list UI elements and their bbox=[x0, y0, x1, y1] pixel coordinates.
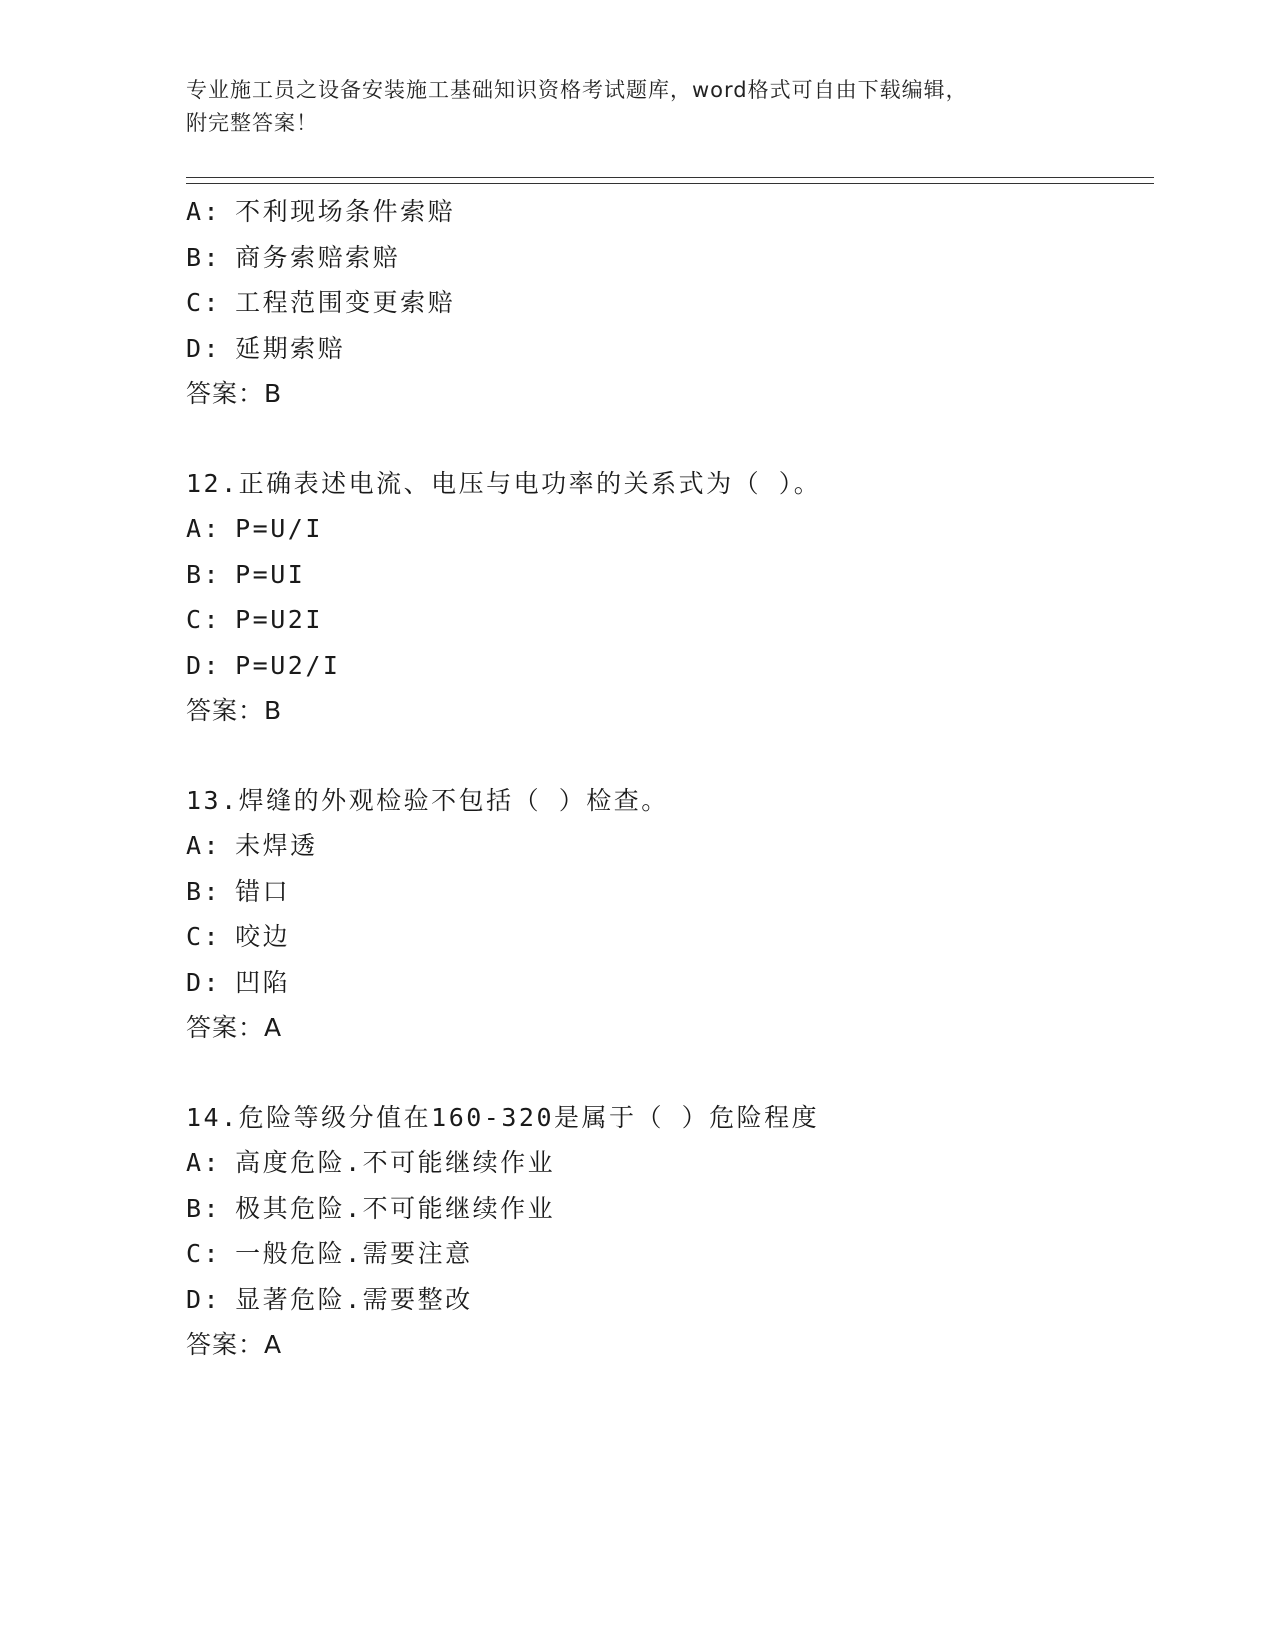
option-text: 不利现场条件索赔 bbox=[235, 197, 456, 226]
question-block bbox=[186, 778, 1146, 1051]
spacer bbox=[186, 734, 1146, 778]
spacer bbox=[186, 1051, 1146, 1095]
header-divider-top bbox=[186, 177, 1154, 178]
option-label: A: bbox=[186, 831, 222, 860]
option-label: D: bbox=[186, 967, 222, 997]
option-label: D: bbox=[186, 1284, 222, 1314]
document-header bbox=[186, 74, 1066, 140]
option-d bbox=[186, 326, 1146, 372]
question-stem: 13.焊缝的外观检验不包括（ ）检查。 bbox=[186, 785, 669, 815]
option-text: P=U2/I bbox=[235, 650, 341, 680]
option-label: C: bbox=[186, 922, 222, 951]
header-divider-bottom bbox=[186, 183, 1154, 184]
answer-line: 答案：B bbox=[186, 696, 283, 725]
option-label: C: bbox=[186, 288, 222, 317]
option-label: C: bbox=[186, 1239, 222, 1268]
option-text: P=U/I bbox=[235, 514, 323, 543]
option-text: 凹陷 bbox=[235, 967, 291, 997]
option-text: 延期索赔 bbox=[235, 333, 346, 363]
option-label: C: bbox=[186, 605, 222, 634]
option-label: B: bbox=[186, 1193, 222, 1223]
question-list bbox=[186, 189, 1146, 1368]
question-block bbox=[186, 1095, 1146, 1368]
option-label: B: bbox=[186, 876, 222, 906]
option-label: D: bbox=[186, 333, 222, 363]
option-text: 极其危险.不可能继续作业 bbox=[235, 1193, 556, 1223]
option-a bbox=[186, 506, 1146, 552]
option-text: 高度危险.不可能继续作业 bbox=[235, 1148, 556, 1177]
option-text: 显著危险.需要整改 bbox=[235, 1284, 473, 1314]
answer-line: 答案：A bbox=[186, 1330, 283, 1359]
option-label: B: bbox=[186, 242, 222, 272]
answer-line: 答案：B bbox=[186, 379, 283, 408]
option-d bbox=[186, 643, 1146, 689]
option-text: 未焊透 bbox=[235, 831, 318, 860]
option-label: A: bbox=[186, 197, 222, 226]
answer-line: 答案：A bbox=[186, 1013, 283, 1042]
option-b bbox=[186, 552, 1146, 598]
option-c bbox=[186, 280, 1146, 326]
header-line-1: 专业施工员之设备安装施工基础知识资格考试题库，word格式可自由下载编辑， bbox=[186, 78, 968, 102]
option-text: 商务索赔索赔 bbox=[235, 242, 401, 272]
option-label: A: bbox=[186, 1148, 222, 1177]
option-b bbox=[186, 1186, 1146, 1232]
option-a bbox=[186, 189, 1146, 235]
option-label: D: bbox=[186, 650, 222, 680]
option-text: 咬边 bbox=[235, 922, 291, 951]
question-block bbox=[186, 189, 1146, 417]
spacer bbox=[186, 417, 1146, 461]
option-d bbox=[186, 960, 1146, 1006]
option-text: 错口 bbox=[235, 876, 291, 906]
option-c bbox=[186, 1231, 1146, 1277]
option-a bbox=[186, 1140, 1146, 1186]
option-label: A: bbox=[186, 514, 222, 543]
question-block bbox=[186, 461, 1146, 734]
option-b bbox=[186, 869, 1146, 915]
option-text: 工程范围变更索赔 bbox=[235, 288, 456, 317]
header-line-2: 附完整答案！ bbox=[186, 111, 318, 135]
option-text: 一般危险.需要注意 bbox=[235, 1239, 473, 1268]
option-text: P=UI bbox=[235, 559, 306, 589]
option-c bbox=[186, 914, 1146, 960]
option-label: B: bbox=[186, 559, 222, 589]
option-c bbox=[186, 597, 1146, 643]
option-d bbox=[186, 1277, 1146, 1323]
option-text: P=U2I bbox=[235, 605, 323, 634]
question-stem: 12.正确表述电流、电压与电功率的关系式为（ ）。 bbox=[186, 468, 822, 498]
option-a bbox=[186, 823, 1146, 869]
question-stem: 14.危险等级分值在160-320是属于（ ）危险程度 bbox=[186, 1102, 820, 1132]
option-b bbox=[186, 235, 1146, 281]
